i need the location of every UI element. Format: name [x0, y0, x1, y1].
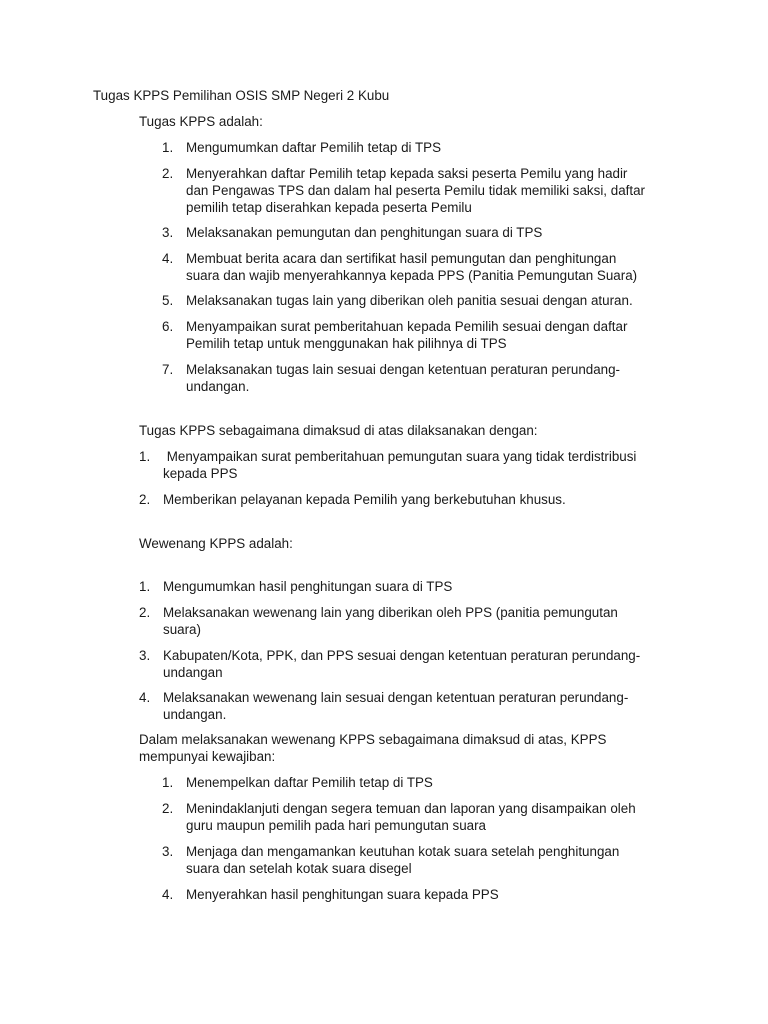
list-number: 1. — [162, 140, 174, 155]
list-text: Menyampaikan surat pemberitahuan pemungutan suara yang tidak terdistribusi kepada PPS — [163, 449, 637, 481]
list-text: Menindaklanjuti dengan segera temuan dan laporan yang disampaikan oleh guru maupun pemilih pada hari pemungutan suara — [186, 801, 636, 833]
list-number: 2. — [162, 166, 174, 181]
list-number: 6. — [162, 319, 174, 334]
list-number: 5. — [162, 293, 174, 308]
list-text: Menyerahkan hasil penghitungan suara kepada PPS — [186, 887, 499, 902]
list-text: Menjaga dan mengamankan keutuhan kotak suara setelah penghitungan suara dan setelah kotak suara disegel — [186, 844, 620, 876]
list-number: 2. — [139, 605, 151, 620]
list-number: 1. — [139, 449, 151, 464]
list-number: 4. — [139, 690, 151, 705]
list-text: Mengumumkan hasil penghitungan suara di TPS — [163, 579, 453, 594]
list-number: 3. — [162, 844, 174, 859]
list-text: Menyerahkan daftar Pemilih tetap kepada saksi peserta Pemilu yang hadir dan Pengawas TPS dan dalam hal peserta Pemilu tidak memiliki saksi, daftar pemilih tetap diserahkan kepada peserta Pemilu — [186, 166, 645, 215]
section4-heading: Dalam melaksanakan wewenang KPPS sebagaimana dimaksud di atas, KPPS mempunyai kewajiban: — [139, 732, 607, 764]
list-text: Kabupaten/Kota, PPK, dan PPS sesuai dengan ketentuan peraturan perundang- undangan — [163, 648, 641, 680]
list-number: 2. — [162, 801, 174, 816]
list-text: Menempelkan daftar Pemilih tetap di TPS — [186, 775, 433, 790]
list-text: Membuat berita acara dan sertifikat hasil pemungutan dan penghitungan suara dan wajib menyerahkannya kepada PPS (Panitia Pemungutan Suara) — [186, 251, 638, 283]
list-text: Memberikan pelayanan kepada Pemilih yang berkebutuhan khusus. — [163, 492, 566, 507]
list-text: Melaksanakan pemungutan dan penghitungan suara di TPS — [186, 225, 543, 240]
list-text: Menyampaikan surat pemberitahuan kepada Pemilih sesuai dengan daftar Pemilih tetap untuk menggunakan hak pilihnya di TPS — [186, 319, 628, 351]
list-number: 1. — [162, 775, 174, 790]
list-number: 2. — [139, 492, 151, 507]
document-title: Tugas KPPS Pemilihan OSIS SMP Negeri 2 Kubu — [93, 88, 390, 103]
list-number: 3. — [139, 648, 151, 663]
section3-heading: Wewenang KPPS adalah: — [139, 536, 293, 551]
list-text: Melaksanakan wewenang lain sesuai dengan ketentuan peraturan perundang- undangan. — [163, 690, 629, 722]
list-number: 4. — [162, 887, 174, 902]
list-text: Mengumumkan daftar Pemilih tetap di TPS — [186, 140, 442, 155]
list-text: Melaksanakan tugas lain yang diberikan oleh panitia sesuai dengan aturan. — [186, 293, 633, 308]
list-number: 1. — [139, 579, 151, 594]
list-number: 4. — [162, 251, 174, 266]
list-number: 7. — [162, 362, 174, 377]
list-text: Melaksanakan wewenang lain yang diberikan oleh PPS (panitia pemungutan suara) — [163, 605, 618, 637]
section1-heading: Tugas KPPS adalah: — [139, 114, 263, 129]
list-text: Melaksanakan tugas lain sesuai dengan ketentuan peraturan perundang- undangan. — [186, 362, 621, 394]
list-number: 3. — [162, 225, 174, 240]
section2-heading: Tugas KPPS sebagaimana dimaksud di atas dilaksanakan dengan: — [139, 423, 538, 438]
